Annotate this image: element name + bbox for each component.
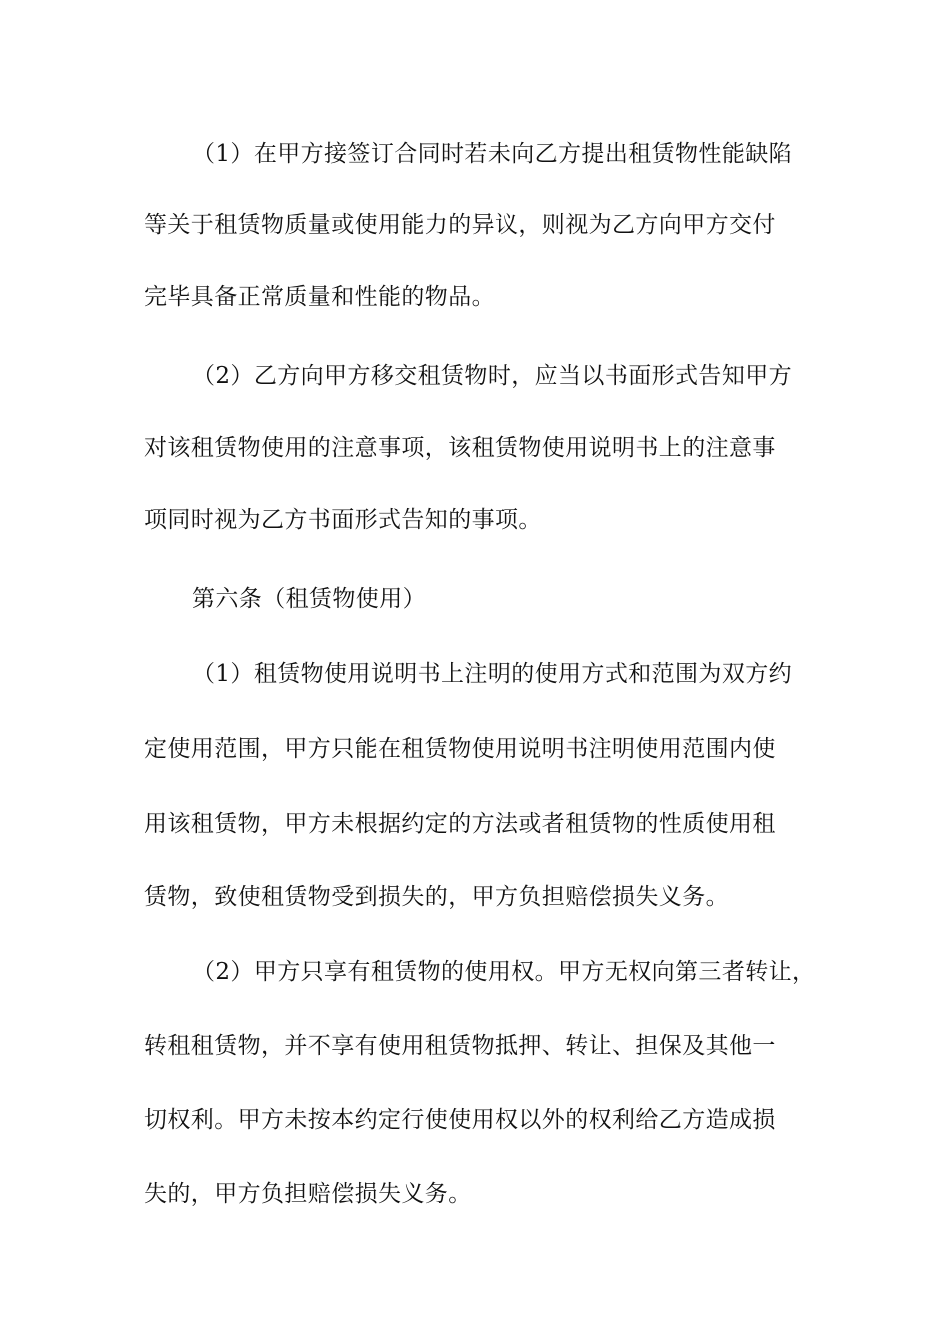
paragraph-1-line-3: 完毕具备正常质量和性能的物品。: [144, 284, 495, 310]
paragraph-3-line-2: 定使用范围，甲方只能在租赁物使用说明书注明使用范围内使: [144, 736, 776, 762]
paragraph-4-line-1: （2）甲方只享有租赁物的使用权。甲方无权向第三者转让，: [192, 959, 816, 985]
paragraph-4-line-2: 转租租赁物，并不享有使用租赁物抵押、转让、担保及其他一: [144, 1033, 776, 1059]
paragraph-2-line-1: （2）乙方向甲方移交租赁物时，应当以书面形式告知甲方: [192, 363, 793, 389]
paragraph-2-line-2: 对该租赁物使用的注意事项，该租赁物使用说明书上的注意事: [144, 435, 776, 461]
article-six-heading: 第六条（租赁物使用）: [192, 586, 426, 612]
paragraph-1-line-1: （1）在甲方接签订合同时若未向乙方提出租赁物性能缺陷: [192, 141, 793, 167]
paragraph-2-line-3: 项同时视为乙方书面形式告知的事项。: [144, 507, 542, 533]
paragraph-3-line-1: （1）租赁物使用说明书上注明的使用方式和范围为双方约: [192, 661, 793, 687]
paragraph-4-line-3: 切权利。甲方未按本约定行使使用权以外的权利给乙方造成损: [144, 1107, 776, 1133]
paragraph-3-line-4: 赁物，致使租赁物受到损失的，甲方负担赔偿损失义务。: [144, 884, 729, 910]
paragraph-3-line-3: 用该租赁物，甲方未根据约定的方法或者租赁物的性质使用租: [144, 811, 776, 837]
paragraph-4-line-4: 失的，甲方负担赔偿损失义务。: [144, 1181, 472, 1207]
paragraph-1-line-2: 等关于租赁物质量或使用能力的异议，则视为乙方向甲方交付: [144, 212, 776, 238]
